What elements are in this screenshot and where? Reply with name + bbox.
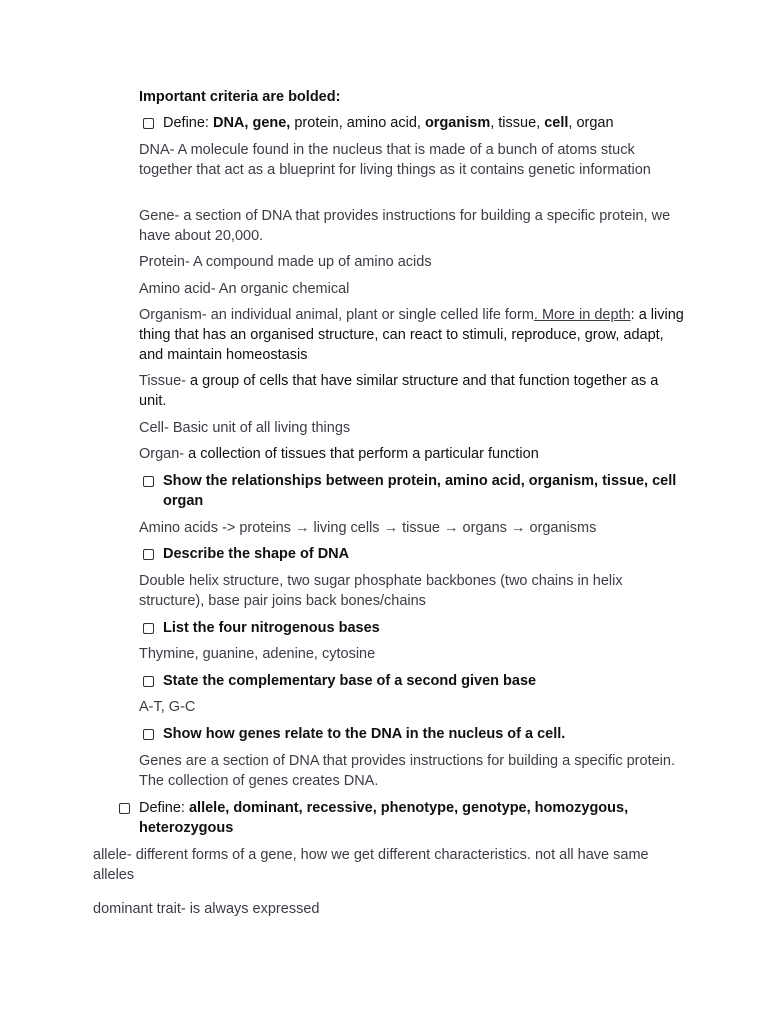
cell-definition: Cell- Basic unit of all living things [139,420,351,436]
checkbox-relationships[interactable] [143,476,154,487]
checkbox-complementary-base[interactable] [143,676,154,687]
organ-definition: Organ- a collection of tissues that perform a particular function [139,446,539,462]
more-in-depth-link[interactable]: . More in depth [533,307,631,323]
allele-definition: allele- different forms of a gene, how we get different characteristics. not all have same alleles [93,847,649,883]
checkbox-dna-shape[interactable] [143,549,154,560]
task-relationships: Show the relationships between protein, amino acid, organism, tissue, cell organ [163,473,677,509]
dna-shape-answer: Double helix structure, two sugar phosphate backbones (two chains in helix structure), base pair joins back bones/chains [139,573,623,609]
bases-answer: Thymine, guanine, adenine, cytosine [139,646,376,662]
genes-answer: Genes are a section of DNA that provides instructions for building a specific protein. The collection of genes creates DNA. [139,753,675,789]
gene-definition: Gene- a section of DNA that provides instructions for building a specific protein, we have about 20,000. [139,208,671,244]
task-complementary-base: State the complementary base of a second given base [163,673,537,689]
amino-acid-definition: Amino acid- An organic chemical [139,281,350,297]
dominant-definition: dominant trait- is always expressed [93,901,320,917]
define-terms-line: Define: DNA, gene, protein, amino acid, organism, tissue, cell, organ [163,115,614,131]
task-genes-dna: Show how genes relate to the DNA in the nucleus of a cell. [163,726,566,742]
checkbox-define-terms[interactable] [143,118,154,129]
dna-definition: DNA- A molecule found in the nucleus that is made of a bunch of atoms stuck together that act as a blueprint for living things as it contains genetic information [139,142,651,178]
task-dna-shape: Describe the shape of DNA [163,546,350,562]
relationships-answer: Amino acids -> proteins → living cells → tissue → organs → organisms [139,520,597,536]
protein-definition: Protein- A compound made up of amino acids [139,254,432,270]
task-nitrogenous-bases: List the four nitrogenous bases [163,620,380,636]
criteria-heading: Important criteria are bolded: [139,89,341,105]
complement-answer: A-T, G-C [139,699,196,715]
checkbox-genes-dna[interactable] [143,729,154,740]
checkbox-define-genetics[interactable] [119,803,130,814]
checkbox-nitrogenous-bases[interactable] [143,623,154,634]
define-genetics-line: Define: allele, dominant, recessive, phenotype, genotype, homozygous, heterozygous [139,800,629,836]
organism-definition: Organism- an individual animal, plant or single celled life form. More in depth: a living thing that has an organised structure, can react to stimuli, reproduce, grow, adapt, and maintain homeostasis [139,307,684,363]
tissue-definition: Tissue- a group of cells that have similar structure and that function together as a unit. [139,373,659,409]
